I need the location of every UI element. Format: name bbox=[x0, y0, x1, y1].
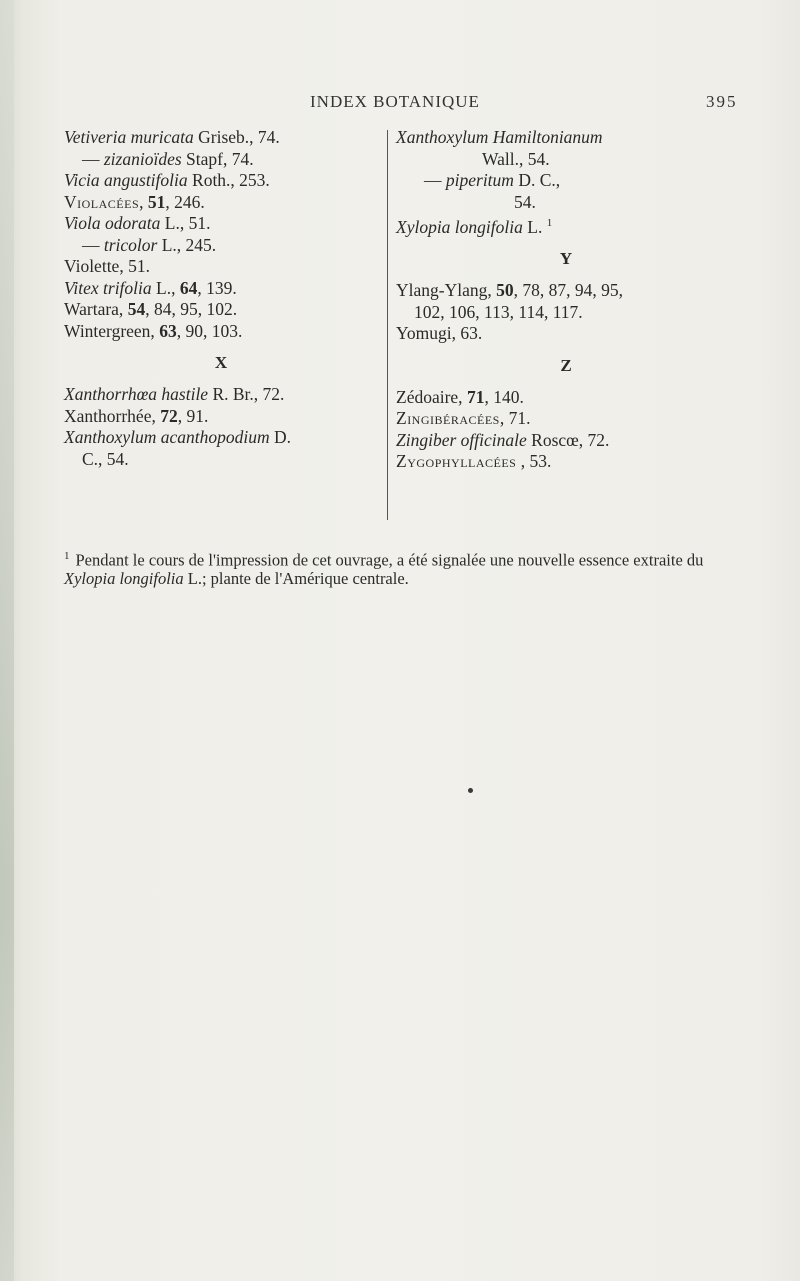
index-entry: Zygophyllacées , 53. bbox=[396, 451, 552, 472]
index-entry: Xanthoxylum Hamiltonianum bbox=[396, 127, 603, 147]
footnote-reference: 1 bbox=[546, 217, 553, 229]
column-divider bbox=[387, 130, 388, 520]
header-title: INDEX BOTANIQUE bbox=[310, 92, 480, 111]
index-entry: Yomugi, 63. bbox=[396, 323, 483, 344]
index-entry: Zingibéracées, 71. bbox=[396, 408, 531, 429]
index-entry-continuation: Wall., 54. bbox=[482, 148, 550, 169]
section-letter-y: Y bbox=[559, 249, 573, 269]
page-number: 395 bbox=[706, 92, 738, 111]
index-entry: Ylang-Ylang, 50, 78, 87, 94, 95, bbox=[396, 280, 623, 301]
section-letter-x: X bbox=[214, 353, 228, 372]
index-entry: Vetiveria muricata Griseb., 74. bbox=[64, 127, 280, 147]
index-entry: Viola odorata L., 51. bbox=[64, 213, 211, 233]
index-entry: Violacées, 51, 246. bbox=[64, 191, 205, 212]
index-entry: Zédoaire, 71, 140. bbox=[396, 386, 524, 407]
index-entry-continuation: 54. bbox=[514, 191, 536, 212]
footnote: $^1$ Pendant le cours de l'impression de cet ouvrage, a été signalée une nouvelle essence extraite du Xylopia longifolia L.; plante de l'Amérique centrale. bbox=[64, 550, 704, 588]
running-header bbox=[0, 92, 800, 114]
index-entry: — zizanioïdes Stapf, 74. bbox=[82, 148, 254, 169]
index-entry: Violette, 51. bbox=[64, 256, 150, 276]
index-entry: Xanthorrhée, 72, 91. bbox=[64, 405, 209, 426]
ink-spot bbox=[468, 788, 473, 793]
index-entry-continuation: 102, 106, 113, 114, 117. bbox=[414, 301, 583, 322]
index-entry: — tricolor L., 245. bbox=[82, 234, 217, 255]
index-entry: Wintergreen, 63, 90, 103. bbox=[64, 320, 243, 341]
page-edge-shadow bbox=[0, 0, 14, 1281]
index-entry-continuation: C., 54. bbox=[82, 448, 129, 469]
index-entry: Xanthoxylum acanthopodium D. bbox=[64, 427, 291, 447]
left-column bbox=[64, 127, 378, 470]
index-entry: Wartara, 54, 84, 95, 102. bbox=[64, 299, 238, 319]
footnote-mark: 1 bbox=[64, 550, 70, 562]
section-letter-z: Z bbox=[560, 355, 572, 375]
index-entry: Xylopia longifolia L. $^1$ bbox=[396, 216, 553, 237]
index-entry: Zingiber officinale Roscœ, 72. bbox=[396, 429, 610, 450]
right-column bbox=[396, 127, 736, 473]
index-entry: Vitex trifolia L., 64, 139. bbox=[64, 277, 237, 298]
index-entry: — piperitum D. C., bbox=[424, 170, 561, 190]
index-entry: Xanthorrhœa hastile R. Br., 72. bbox=[64, 384, 285, 404]
index-entry: Vicia angustifolia Roth., 253. bbox=[64, 170, 270, 190]
